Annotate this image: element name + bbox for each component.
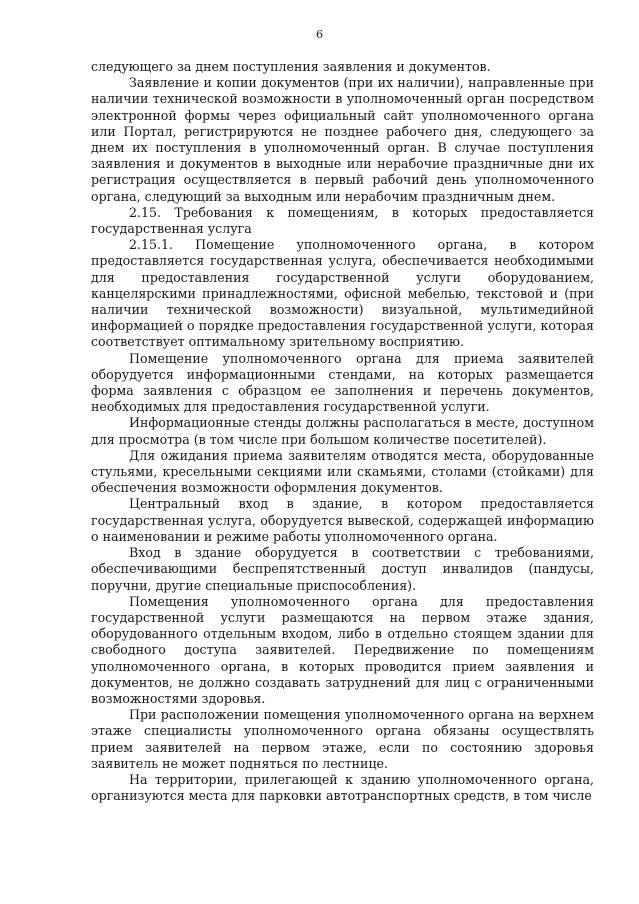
document-body (91, 59, 594, 804)
paragraph-electronic-registration: Заявление и копии документов (при их наличии), направленные при наличии технической возможности в уполномоченный орган посредством электронной формы через официальный сайт уполномоченного органа или Портал, регистрируются не позднее рабочего дня, следующего за днем их поступления в уполномоченный орган. В случае поступления заявления и документов в выходные или нерабочие праздничные дни их регистрация осуществляется в первый рабочий день уполномоченного органа, следующий за выходным или нерабочим праздничным днем. (91, 75, 594, 204)
paragraph-stands-location: Информационные стенды должны располагаться в месте, доступном для просмотра (в том числе при большом количестве посетителей). (91, 415, 594, 447)
paragraph-info-stands: Помещение уполномоченного органа для приема заявителей оборудуется информационными стендами, на которых размещается форма заявления с образцом ее заполнения и перечень документов, необходимых для предоставления государственной услуги. (91, 350, 594, 415)
section-heading-2-15: 2.15. Требования к помещениям, в которых предоставляется государственная услуга (91, 204, 594, 237)
paragraph-waiting-area: Для ожидания приема заявителям отводятся места, оборудованные стульями, кресельными секциями или скамьями, столами (стойками) для обеспечения возможности оформления документов. (91, 447, 594, 496)
paragraph-upper-floor: При расположении помещения уполномоченного органа на верхнем этаже специалисты уполномоченного органа обязаны осуществлять прием заявителей на первом этаже, если по состоянию здоровья заявитель не может подняться по лестнице. (91, 707, 594, 771)
paragraph-premises-ground-floor: Помещения уполномоченного органа для предоставления государственной услуги размещаются на первом этаже здания, оборудованного отдельным входом, либо в отдельно стоящем здании для свободного доступа заявителей. Передвижение по помещениям уполномоченного органа, в которых проводится прием заявления и документов, не должно создавать затруднений для лиц с ограниченными возможностями здоровья. (91, 593, 594, 706)
paragraph-continuation: следующего за днем поступления заявления и документов. (91, 59, 491, 74)
paragraph-parking: На территории, прилегающей к зданию уполномоченного органа, организуются места для парковки автотранспортных средств, в том числе (91, 771, 594, 804)
paragraph-2-15-1: 2.15.1. Помещение уполномоченного органа, в котором предоставляется государственная услуга, обеспечивается необходимыми для предоставления государственной услуги оборудованием, канцелярскими принадлежностями, офисной мебелью, текстовой и (при наличии технической возможности) визуальной, мультимедийной информацией о порядке предоставления государственной услуги, которая соответствует оптимальному зрительному восприятию. (91, 237, 594, 350)
paragraph-accessible-entrance: Вход в здание оборудуется в соответствии с требованиями, обеспечивающими беспрепятственный доступ инвалидов (пандусы, поручни, другие специальные приспособления). (91, 545, 594, 593)
paragraph-central-entrance: Центральный вход в здание, в котором предоставляется государственная услуга, оборудуется вывеской, содержащей информацию о наименовании и режиме работы уполномоченного органа. (91, 496, 594, 544)
page-number: 6 (316, 28, 323, 41)
